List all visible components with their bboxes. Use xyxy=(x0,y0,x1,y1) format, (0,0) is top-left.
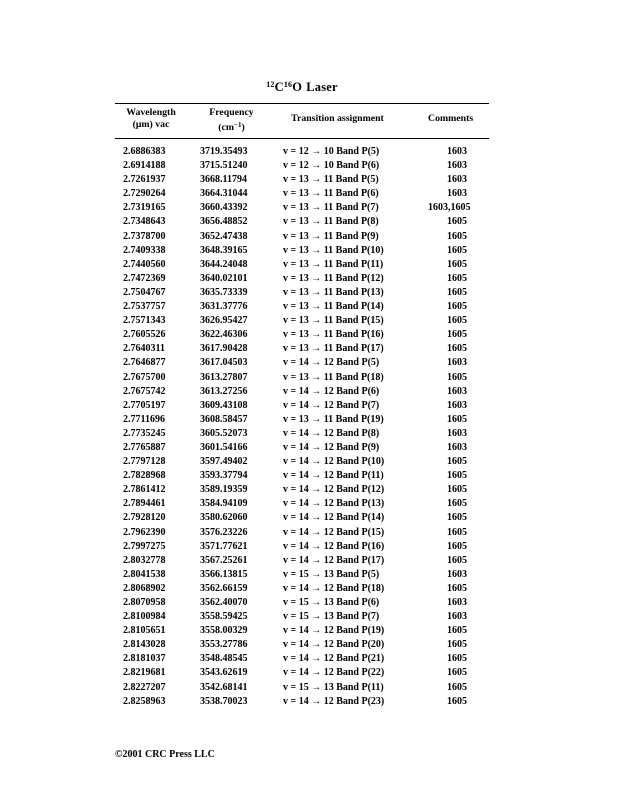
wavelength-cell: 2.7261937 xyxy=(123,174,166,186)
comments-cell: 1603 xyxy=(447,188,467,200)
table-row xyxy=(115,300,489,314)
table-row xyxy=(115,201,489,215)
table-row xyxy=(115,173,489,187)
transition-cell: v = 14 → 12 Band P(7) xyxy=(283,399,380,411)
frequency-cell: 3580.62060 xyxy=(200,512,248,524)
comments-cell: 1605 xyxy=(447,413,467,425)
transition-cell: v = 14 → 12 Band P(14) xyxy=(283,512,385,524)
frequency-cell: 3576.23226 xyxy=(200,526,248,538)
transition-cell: v = 14 → 12 Band P(16) xyxy=(283,540,385,552)
table-row xyxy=(115,526,489,540)
transition-cell: v = 14 → 12 Band P(9) xyxy=(283,441,380,453)
frequency-cell: 3571.77621 xyxy=(200,540,248,552)
frequency-cell: 3584.94109 xyxy=(200,498,248,510)
table-row xyxy=(115,540,489,554)
wavelength-cell: 2.8070958 xyxy=(123,597,166,608)
frequency-cell: 3644.24048 xyxy=(200,258,248,270)
frequency-cell: 3652.47438 xyxy=(200,230,248,242)
wavelength-cell: 2.6914188 xyxy=(123,160,166,172)
page-title xyxy=(115,80,489,95)
transition-cell: v = 15 → 13 Band P(7) xyxy=(283,611,380,623)
comments-cell: 1605 xyxy=(447,230,467,242)
table-body xyxy=(115,139,489,709)
frequency-cell: 3631.37776 xyxy=(200,301,248,313)
transition-cell: v = 14 → 12 Band P(8) xyxy=(283,427,380,439)
transition-cell: v = 13 → 11 Band P(6) xyxy=(283,188,379,200)
comments-cell: 1603 xyxy=(447,357,467,369)
title-isotope-16: 16 xyxy=(283,80,293,89)
table-row xyxy=(115,187,489,201)
table-row xyxy=(115,610,489,624)
frequency-cell: 3622.46306 xyxy=(200,329,248,341)
transition-cell: v = 13 → 11 Band P(13) xyxy=(283,286,384,298)
wavelength-cell: 2.8219681 xyxy=(123,667,166,679)
transition-cell: v = 14 → 12 Band P(5) xyxy=(283,357,380,369)
wavelength-cell: 2.8068902 xyxy=(123,582,166,594)
wavelength-cell: 2.7409338 xyxy=(123,244,166,256)
comments-cell: 1605 xyxy=(447,371,467,383)
table-row xyxy=(115,159,489,173)
frequency-cell: 3567.25261 xyxy=(200,554,248,566)
comments-cell: 1605 xyxy=(447,512,467,524)
frequency-cell: 3613.27807 xyxy=(200,371,248,383)
table-row xyxy=(115,638,489,652)
copyright-notice: ©2001 CRC Press LLC xyxy=(115,749,215,760)
transition-cell: v = 15 → 13 Band P(6) xyxy=(283,597,380,608)
frequency-cell: 3656.48852 xyxy=(200,216,248,228)
frequency-cell: 3562.66159 xyxy=(200,582,248,594)
transition-cell: v = 14 → 12 Band P(22) xyxy=(283,667,385,679)
transition-cell: v = 13 → 11 Band P(12) xyxy=(283,272,384,284)
table-row xyxy=(115,624,489,638)
table-row xyxy=(115,666,489,680)
comments-cell: 1605 xyxy=(447,258,467,270)
transition-cell: v = 13 → 11 Band P(19) xyxy=(283,413,384,425)
frequency-cell: 3601.54166 xyxy=(200,441,248,453)
wavelength-cell: 2.7962390 xyxy=(123,526,166,538)
wavelength-cell: 2.7640311 xyxy=(123,343,165,355)
frequency-cell: 3617.04503 xyxy=(200,357,248,369)
table-row xyxy=(115,483,489,497)
comments-cell: 1603 xyxy=(447,427,467,439)
transition-cell: v = 13 → 11 Band P(11) xyxy=(283,258,384,270)
laser-lines-table xyxy=(115,103,489,709)
transition-cell: v = 13 → 11 Band P(16) xyxy=(283,329,384,341)
table-row xyxy=(115,455,489,469)
comments-cell: 1605 xyxy=(447,301,467,313)
transition-cell: v = 14 → 12 Band P(12) xyxy=(283,484,385,496)
frequency-cell: 3648.39165 xyxy=(200,244,248,256)
wavelength-cell: 2.7928120 xyxy=(123,512,166,524)
col-header-frequency: Frequency $(cm^{-1})$ xyxy=(209,107,254,133)
transition-cell: v = 13 → 11 Band P(5) xyxy=(283,174,379,186)
comments-cell: 1605 xyxy=(447,456,467,468)
wavelength-cell: 2.8227207 xyxy=(123,681,166,693)
comments-cell: 1603,1605 xyxy=(428,202,471,214)
comments-cell: 1605 xyxy=(447,498,467,510)
frequency-cell: 3608.58457 xyxy=(200,413,248,425)
frequency-cell: 3548.48545 xyxy=(200,653,248,665)
wavelength-cell: 2.7797128 xyxy=(123,456,166,468)
transition-cell: v = 13 → 11 Band P(10) xyxy=(283,244,384,256)
wavelength-cell: 2.7348643 xyxy=(123,216,166,228)
transition-cell: v = 14 → 12 Band P(20) xyxy=(283,639,385,651)
comments-cell: 1605 xyxy=(447,639,467,651)
transition-cell: v = 13 → 11 Band P(14) xyxy=(283,301,384,313)
comments-cell: 1605 xyxy=(447,582,467,594)
table-row xyxy=(115,469,489,483)
transition-cell: v = 14 → 12 Band P(15) xyxy=(283,526,385,538)
table-row xyxy=(115,695,489,709)
table-row xyxy=(115,371,489,385)
transition-cell: v = 14 → 12 Band P(23) xyxy=(283,695,385,707)
table-row xyxy=(115,314,489,328)
table-row xyxy=(115,286,489,300)
frequency-cell: 3597.49402 xyxy=(200,456,248,468)
wavelength-cell: 2.7290264 xyxy=(123,188,166,200)
comments-cell: 1605 xyxy=(447,625,467,637)
transition-cell: v = 13 → 11 Band P(17) xyxy=(283,343,384,355)
comments-cell: 1603 xyxy=(447,568,467,580)
comments-cell: 1603 xyxy=(447,146,467,157)
table-row xyxy=(115,272,489,286)
transition-cell: v = 12 → 10 Band P(5) xyxy=(283,146,380,157)
wavelength-cell: 2.8041538 xyxy=(123,568,166,580)
transition-cell: v = 13 → 11 Band P(15) xyxy=(283,315,384,327)
wavelength-cell: 2.7646877 xyxy=(123,357,166,369)
frequency-cell: 3609.43108 xyxy=(200,399,248,411)
transition-cell: v = 14 → 12 Band P(11) xyxy=(283,470,384,482)
table-row xyxy=(115,596,489,610)
table-row xyxy=(115,356,489,370)
title-oxygen: O xyxy=(292,80,303,94)
wavelength-cell: 2.7861412 xyxy=(123,484,166,496)
wavelength-cell: 2.7571343 xyxy=(123,315,166,327)
comments-cell: 1605 xyxy=(447,540,467,552)
transition-cell: v = 13 → 11 Band P(9) xyxy=(283,230,379,242)
frequency-cell: 3538.70023 xyxy=(200,695,248,707)
comments-cell: 1605 xyxy=(447,667,467,679)
frequency-cell: 3543.62619 xyxy=(200,667,248,679)
table-row xyxy=(115,568,489,582)
wavelength-cell: 2.8258963 xyxy=(123,695,166,707)
comments-cell: 1605 xyxy=(447,470,467,482)
comments-cell: 1605 xyxy=(447,329,467,341)
table-row xyxy=(115,497,489,511)
comments-cell: 1605 xyxy=(447,526,467,538)
table-row xyxy=(115,652,489,666)
wavelength-cell: 2.7605526 xyxy=(123,329,166,341)
wavelength-cell: 2.7472369 xyxy=(123,272,166,284)
comments-cell: 1605 xyxy=(447,681,467,693)
table-row xyxy=(115,681,489,695)
comments-cell: 1605 xyxy=(447,695,467,707)
frequency-cell: 3566.13815 xyxy=(200,568,248,580)
col-header-wavelength: Wavelength (μm) vac xyxy=(126,107,176,130)
transition-cell: v = 13 → 11 Band P(8) xyxy=(283,216,379,228)
frequency-cell: 3605.52073 xyxy=(200,427,248,439)
table-row xyxy=(115,413,489,427)
transition-cell: v = 15 → 13 Band P(11) xyxy=(283,681,384,693)
title-isotope-12: 12 xyxy=(266,80,275,89)
table-row xyxy=(115,554,489,568)
wavelength-cell: 2.7894461 xyxy=(123,498,166,510)
wavelength-cell: 2.8143028 xyxy=(123,639,166,651)
frequency-cell: 3660.43392 xyxy=(200,202,248,214)
wavelength-cell: 2.7711696 xyxy=(123,413,165,425)
comments-cell: 1603 xyxy=(447,399,467,411)
table-row xyxy=(115,244,489,258)
wavelength-cell: 2.8100984 xyxy=(123,611,166,623)
table-row xyxy=(115,427,489,441)
frequency-cell: 3617.90428 xyxy=(200,343,248,355)
wavelength-cell: 2.7537757 xyxy=(123,301,166,313)
frequency-cell: 3626.95427 xyxy=(200,315,248,327)
comments-cell: 1605 xyxy=(447,554,467,566)
transition-cell: v = 12 → 10 Band P(6) xyxy=(283,160,380,172)
transition-cell: v = 15 → 13 Band P(5) xyxy=(283,568,380,580)
frequency-cell: 3635.73339 xyxy=(200,286,248,298)
frequency-cell: 3715.51240 xyxy=(200,160,248,172)
table-row xyxy=(115,145,489,159)
comments-cell: 1603 xyxy=(447,385,467,397)
comments-cell: 1603 xyxy=(447,174,467,186)
comments-cell: 1605 xyxy=(447,484,467,496)
table-row xyxy=(115,215,489,229)
table-row xyxy=(115,328,489,342)
frequency-cell: 3640.02101 xyxy=(200,272,248,284)
transition-cell: v = 13 → 11 Band P(7) xyxy=(283,202,379,214)
wavelength-cell: 2.7378700 xyxy=(123,230,166,242)
wavelength-cell: 2.7828968 xyxy=(123,470,166,482)
wavelength-cell: 2.8105651 xyxy=(123,625,166,637)
comments-cell: 1605 xyxy=(447,343,467,355)
frequency-cell: 3542.68141 xyxy=(200,681,248,693)
title-carbon: C xyxy=(274,80,284,94)
comments-cell: 1603 xyxy=(447,160,467,172)
wavelength-cell: 2.7440560 xyxy=(123,258,166,270)
table-row xyxy=(115,511,489,525)
comments-cell: 1603 xyxy=(447,611,467,623)
frequency-cell: 3562.40070 xyxy=(200,597,248,608)
table-row xyxy=(115,342,489,356)
table-row xyxy=(115,258,489,272)
table-row xyxy=(115,230,489,244)
comments-cell: 1603 xyxy=(447,441,467,453)
frequency-cell: 3668.11794 xyxy=(200,174,247,186)
table-row xyxy=(115,582,489,596)
wavelength-cell: 2.7675742 xyxy=(123,385,166,397)
comments-cell: 1605 xyxy=(447,286,467,298)
wavelength-cell: 2.7675700 xyxy=(123,371,166,383)
table-row xyxy=(115,399,489,413)
comments-cell: 1605 xyxy=(447,216,467,228)
table-row xyxy=(115,441,489,455)
transition-cell: v = 13 → 11 Band P(18) xyxy=(283,371,384,383)
col-header-transition: Transition assignment xyxy=(291,113,384,124)
table-row xyxy=(115,385,489,399)
title-laser-word: Laser xyxy=(306,80,338,94)
comments-cell: 1605 xyxy=(447,315,467,327)
wavelength-cell: 2.8181037 xyxy=(123,653,166,665)
comments-cell: 1605 xyxy=(447,653,467,665)
frequency-cell: 3613.27256 xyxy=(200,385,248,397)
wavelength-cell: 2.7997275 xyxy=(123,540,166,552)
frequency-cell: 3558.59425 xyxy=(200,611,248,623)
transition-cell: v = 14 → 12 Band P(19) xyxy=(283,625,385,637)
wavelength-cell: 2.7765887 xyxy=(123,441,166,453)
frequency-cell: 3558.00329 xyxy=(200,625,248,637)
transition-cell: v = 14 → 12 Band P(21) xyxy=(283,653,385,665)
frequency-cell: 3719.35493 xyxy=(200,146,248,157)
wavelength-cell: 2.7504767 xyxy=(123,286,166,298)
transition-cell: v = 14 → 12 Band P(18) xyxy=(283,582,385,594)
frequency-cell: 3593.37794 xyxy=(200,470,248,482)
comments-cell: 1605 xyxy=(447,272,467,284)
wavelength-cell: 2.8032778 xyxy=(123,554,166,566)
frequency-cell: 3664.31044 xyxy=(200,188,248,200)
col-header-comments: Comments xyxy=(428,113,474,124)
wavelength-cell: 2.7735245 xyxy=(123,427,166,439)
frequency-cell: 3553.27786 xyxy=(200,639,248,651)
wavelength-cell: 2.7705197 xyxy=(123,399,166,411)
comments-cell: 1605 xyxy=(447,244,467,256)
wavelength-cell: 2.6886383 xyxy=(123,146,166,157)
comments-cell: 1603 xyxy=(447,597,467,608)
table-header-row xyxy=(115,104,489,138)
frequency-cell: 3589.19359 xyxy=(200,484,248,496)
wavelength-cell: 2.7319165 xyxy=(123,202,166,214)
transition-cell: v = 14 → 12 Band P(13) xyxy=(283,498,385,510)
transition-cell: v = 14 → 12 Band P(6) xyxy=(283,385,380,397)
transition-cell: v = 14 → 12 Band P(10) xyxy=(283,456,385,468)
transition-cell: v = 14 → 12 Band P(17) xyxy=(283,554,385,566)
